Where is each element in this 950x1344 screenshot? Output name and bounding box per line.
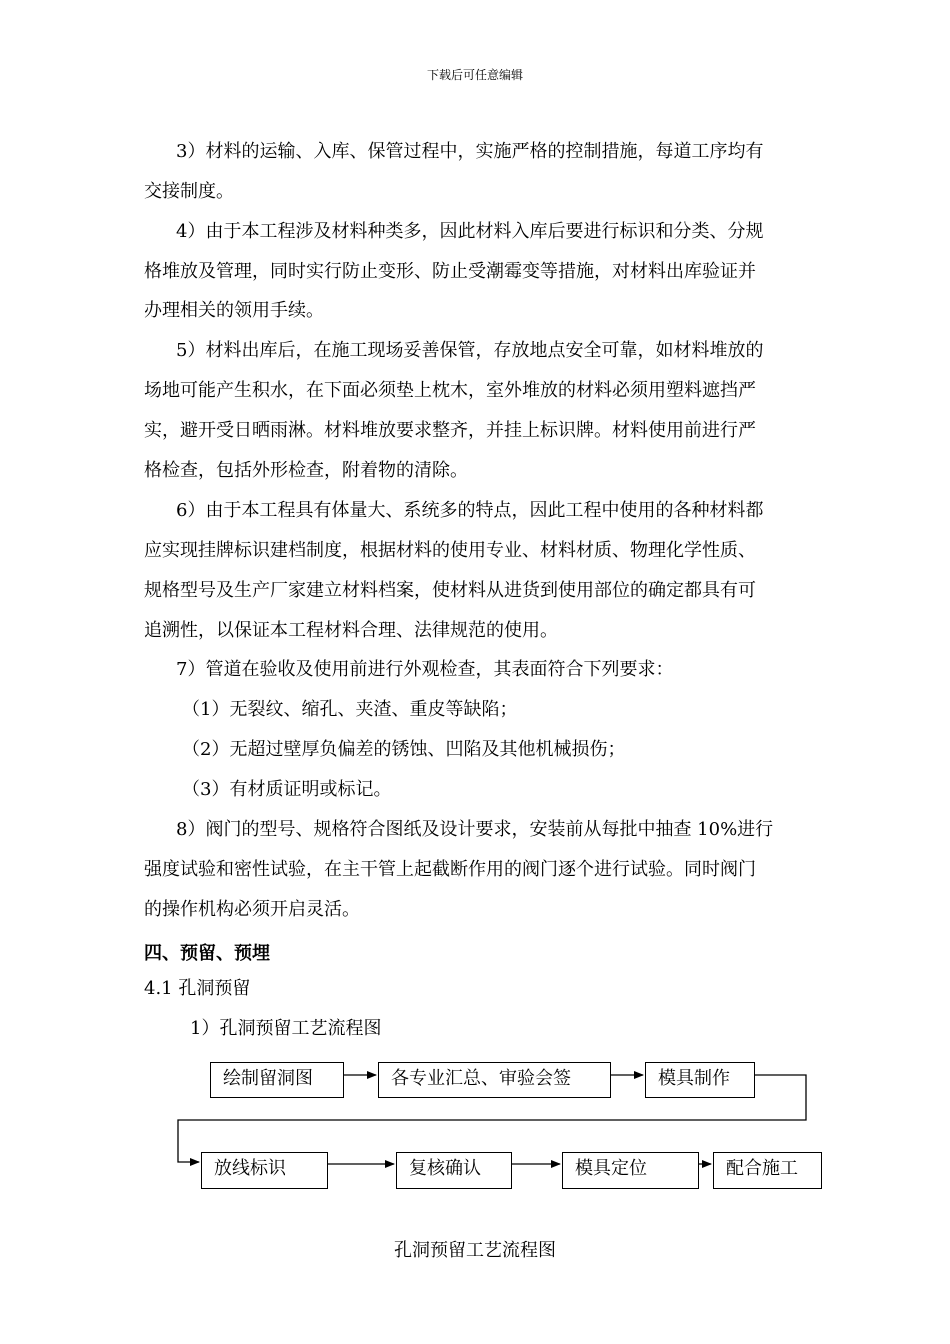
paragraph-6-line-4: 追溯性，以保证本工程材料合理、法律规范的使用。 — [144, 620, 558, 641]
section-heading: 四、预留、预埋 — [144, 943, 270, 964]
paragraph-4-line-3: 办理相关的领用手续。 — [144, 300, 324, 321]
paragraph-8-line-2: 强度试验和密性试验，在主干管上起截断作用的阀门逐个进行试验。同时阀门 — [144, 859, 756, 880]
paragraph-4-line-2: 格堆放及管理，同时实行防止变形、防止受潮霉变等措施，对材料出库验证并 — [144, 261, 756, 282]
paragraph-8-line-1: 8）阀门的型号、规格符合图纸及设计要求，安装前从每批中抽查 10%进行 — [176, 819, 774, 840]
paragraph-8-line-3: 的操作机构必须开启灵活。 — [144, 899, 360, 920]
figure-caption: 孔洞预留工艺流程图 — [394, 1240, 556, 1261]
flow-box-mold-making: 模具制作 — [645, 1062, 755, 1098]
flow-box-draw-hole-drawing: 绘制留洞图 — [210, 1062, 344, 1098]
flow-box-mold-positioning: 模具定位 — [562, 1152, 699, 1189]
paragraph-5-line-1: 5）材料出库后，在施工现场妥善保管，存放地点安全可靠，如材料堆放的 — [176, 340, 764, 361]
requirement-2: （2）无超过壁厚负偏差的锈蚀、凹陷及其他机械损伤； — [182, 739, 626, 760]
flow-title: 1）孔洞预留工艺流程图 — [190, 1018, 382, 1039]
paragraph-6-line-2: 应实现挂牌标识建档制度，根据材料的使用专业、材料材质、物理化学性质、 — [144, 540, 756, 561]
paragraph-7: 7）管道在验收及使用前进行外观检查，其表面符合下列要求： — [176, 659, 674, 680]
flow-box-layout-marking: 放线标识 — [201, 1152, 328, 1189]
flow-box-summary-review: 各专业汇总、审验会签 — [378, 1062, 611, 1098]
paragraph-5-line-4: 格检查，包括外形检查，附着物的清除。 — [144, 460, 468, 481]
arrow-3-4 — [178, 1075, 806, 1162]
paragraph-5-line-2: 场地可能产生积水，在下面必须垫上枕木，室外堆放的材料必须用塑料遮挡严 — [144, 380, 756, 401]
requirement-3: （3）有材质证明或标记。 — [182, 779, 392, 800]
page-header: 下载后可任意编辑 — [426, 68, 523, 82]
paragraph-3-line-1: 3）材料的运输、入库、保管过程中，实施严格的控制措施，每道工序均有 — [176, 141, 764, 162]
requirement-1: （1）无裂纹、缩孔、夹渣、重皮等缺陷； — [182, 699, 518, 720]
paragraph-6-line-3: 规格型号及生产厂家建立材料档案，使材料从进货到使用部位的确定都具有可 — [144, 580, 756, 601]
flow-box-recheck-confirm: 复核确认 — [396, 1152, 512, 1189]
paragraph-5-line-3: 实，避开受日晒雨淋。材料堆放要求整齐，并挂上标识牌。材料使用前进行严 — [144, 420, 756, 441]
paragraph-6-line-1: 6）由于本工程具有体量大、系统多的特点，因此工程中使用的各种材料都 — [176, 500, 764, 521]
paragraph-4-line-1: 4）由于本工程涉及材料种类多，因此材料入库后要进行标识和分类、分规 — [176, 221, 764, 242]
paragraph-3-line-2: 交接制度。 — [144, 181, 234, 202]
subsection-heading: 4.1 孔洞预留 — [144, 978, 251, 999]
flow-box-coordinate-construction: 配合施工 — [713, 1152, 822, 1189]
